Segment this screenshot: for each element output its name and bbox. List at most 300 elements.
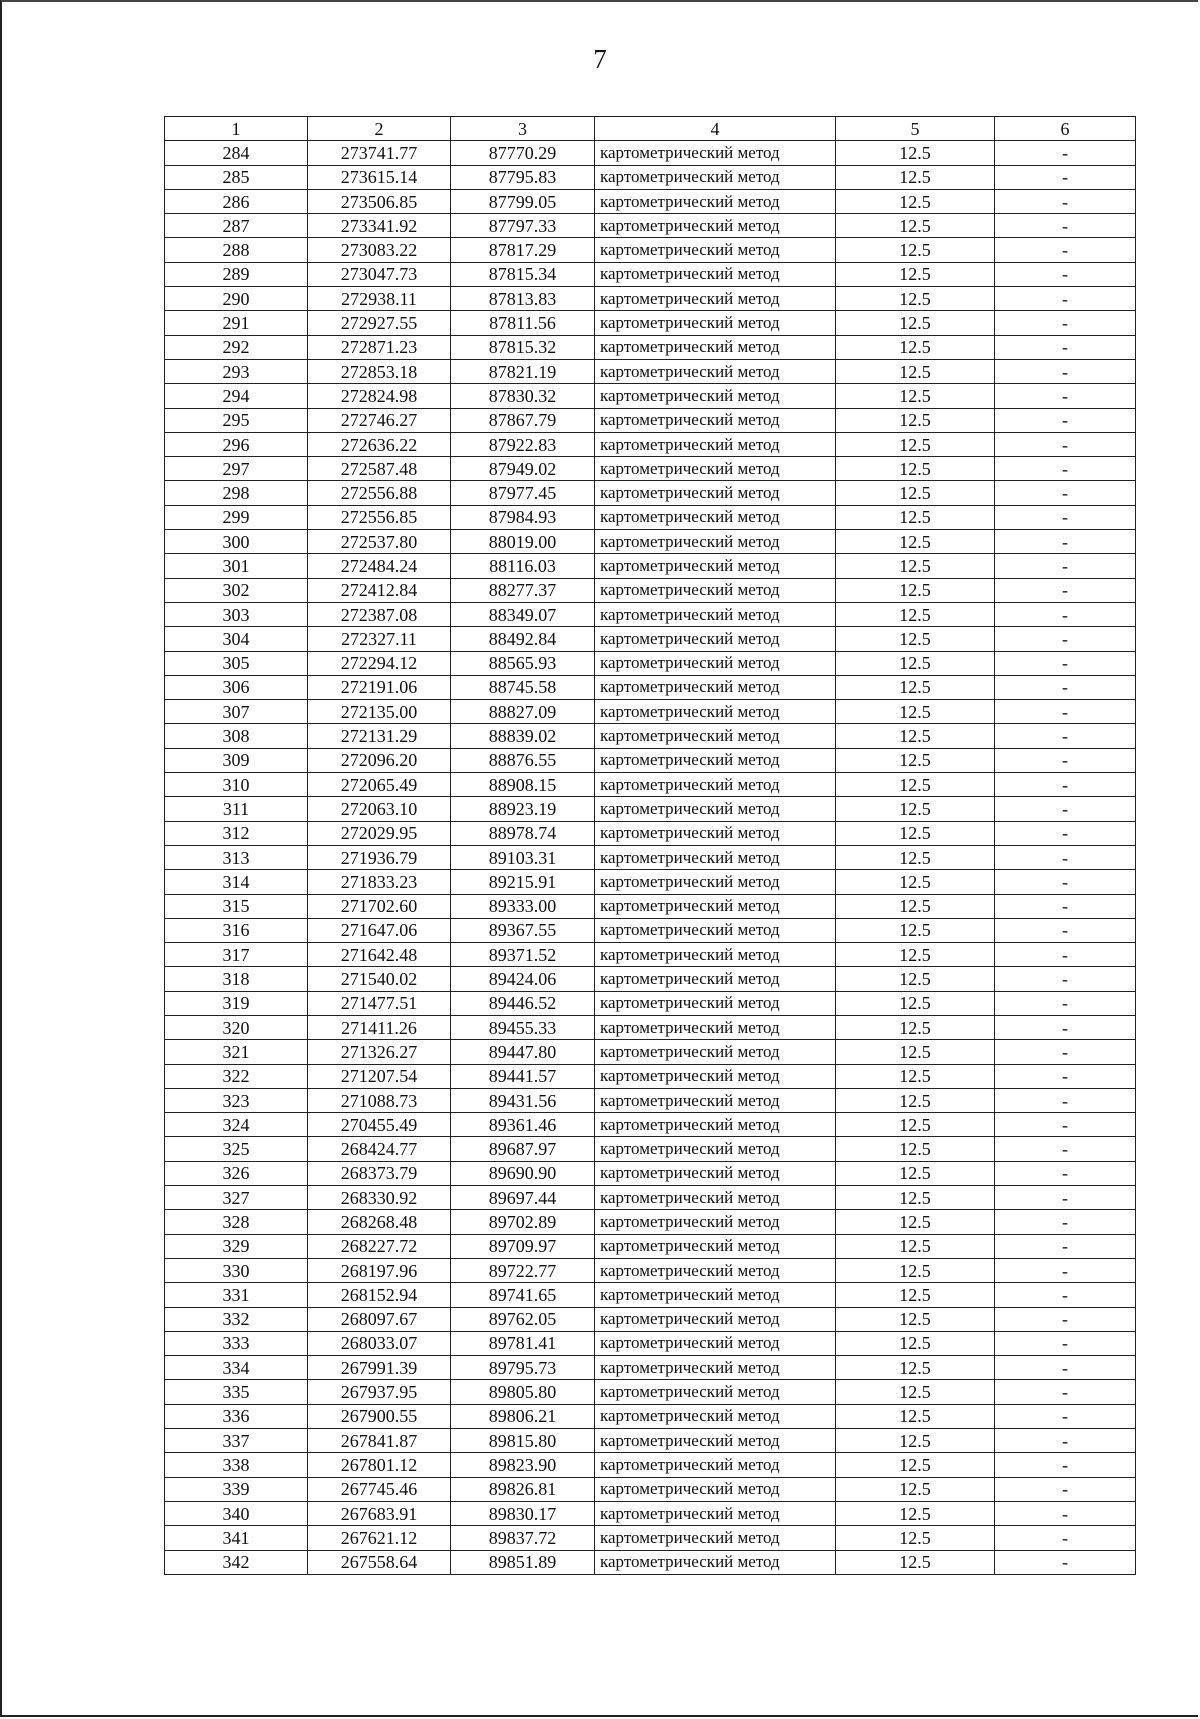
cell-point-number: 297 bbox=[165, 457, 308, 481]
table-row bbox=[165, 238, 1136, 262]
cell-coord-x: 272387.08 bbox=[308, 602, 451, 626]
table-row bbox=[165, 1307, 1136, 1331]
table-row bbox=[165, 1015, 1136, 1039]
cell-accuracy: 12.5 bbox=[836, 505, 995, 529]
cell-note: - bbox=[995, 457, 1136, 481]
cell-coord-x: 271207.54 bbox=[308, 1064, 451, 1088]
cell-note: - bbox=[995, 432, 1136, 456]
cell-method: картометрический метод bbox=[595, 894, 836, 918]
cell-note: - bbox=[995, 189, 1136, 213]
cell-note: - bbox=[995, 1453, 1136, 1477]
cell-note: - bbox=[995, 505, 1136, 529]
table-row bbox=[165, 141, 1136, 165]
coordinates-table bbox=[164, 116, 1136, 1575]
cell-coord-x: 268268.48 bbox=[308, 1210, 451, 1234]
table-row bbox=[165, 214, 1136, 238]
table-row bbox=[165, 189, 1136, 213]
cell-coord-y: 87984.93 bbox=[451, 505, 595, 529]
cell-method: картометрический метод bbox=[595, 1258, 836, 1282]
cell-coord-y: 87815.34 bbox=[451, 262, 595, 286]
table-row bbox=[165, 602, 1136, 626]
table-row bbox=[165, 1040, 1136, 1064]
cell-accuracy: 12.5 bbox=[836, 894, 995, 918]
cell-coord-y: 88492.84 bbox=[451, 627, 595, 651]
cell-accuracy: 12.5 bbox=[836, 287, 995, 311]
cell-point-number: 286 bbox=[165, 189, 308, 213]
cell-coord-y: 89722.77 bbox=[451, 1258, 595, 1282]
cell-coord-x: 272746.27 bbox=[308, 408, 451, 432]
cell-coord-x: 267683.91 bbox=[308, 1501, 451, 1525]
table-row bbox=[165, 287, 1136, 311]
cell-method: картометрический метод bbox=[595, 1161, 836, 1185]
table-row bbox=[165, 432, 1136, 456]
cell-point-number: 308 bbox=[165, 724, 308, 748]
cell-accuracy: 12.5 bbox=[836, 1258, 995, 1282]
cell-method: картометрический метод bbox=[595, 1453, 836, 1477]
cell-method: картометрический метод bbox=[595, 1429, 836, 1453]
cell-method: картометрический метод bbox=[595, 821, 836, 845]
cell-method: картометрический метод bbox=[595, 1331, 836, 1355]
cell-point-number: 285 bbox=[165, 165, 308, 189]
cell-point-number: 334 bbox=[165, 1356, 308, 1380]
cell-note: - bbox=[995, 1064, 1136, 1088]
cell-note: - bbox=[995, 991, 1136, 1015]
cell-coord-y: 89687.97 bbox=[451, 1137, 595, 1161]
header-col-6: 6 bbox=[995, 117, 1136, 141]
cell-coord-y: 88116.03 bbox=[451, 554, 595, 578]
cell-note: - bbox=[995, 1234, 1136, 1258]
cell-coord-x: 267937.95 bbox=[308, 1380, 451, 1404]
cell-method: картометрический метод bbox=[595, 1501, 836, 1525]
cell-accuracy: 12.5 bbox=[836, 1404, 995, 1428]
cell-point-number: 329 bbox=[165, 1234, 308, 1258]
table-row bbox=[165, 748, 1136, 772]
cell-method: картометрический метод bbox=[595, 311, 836, 335]
cell-coord-y: 88876.55 bbox=[451, 748, 595, 772]
cell-method: картометрический метод bbox=[595, 1137, 836, 1161]
table-row bbox=[165, 1210, 1136, 1234]
cell-coord-y: 89830.17 bbox=[451, 1501, 595, 1525]
cell-method: картометрический метод bbox=[595, 1210, 836, 1234]
cell-point-number: 339 bbox=[165, 1477, 308, 1501]
cell-accuracy: 12.5 bbox=[836, 797, 995, 821]
cell-coord-x: 271833.23 bbox=[308, 870, 451, 894]
table-row bbox=[165, 1429, 1136, 1453]
cell-coord-x: 268227.72 bbox=[308, 1234, 451, 1258]
cell-accuracy: 12.5 bbox=[836, 1040, 995, 1064]
cell-coord-x: 272938.11 bbox=[308, 287, 451, 311]
cell-accuracy: 12.5 bbox=[836, 1380, 995, 1404]
cell-coord-y: 88839.02 bbox=[451, 724, 595, 748]
cell-coord-x: 271326.27 bbox=[308, 1040, 451, 1064]
cell-point-number: 301 bbox=[165, 554, 308, 578]
cell-accuracy: 12.5 bbox=[836, 943, 995, 967]
cell-accuracy: 12.5 bbox=[836, 359, 995, 383]
cell-coord-x: 272131.29 bbox=[308, 724, 451, 748]
cell-coord-y: 88019.00 bbox=[451, 530, 595, 554]
cell-method: картометрический метод bbox=[595, 1526, 836, 1550]
cell-note: - bbox=[995, 797, 1136, 821]
cell-coord-x: 271477.51 bbox=[308, 991, 451, 1015]
cell-coord-x: 272096.20 bbox=[308, 748, 451, 772]
cell-coord-y: 87821.19 bbox=[451, 359, 595, 383]
cell-method: картометрический метод bbox=[595, 554, 836, 578]
cell-note: - bbox=[995, 1404, 1136, 1428]
cell-coord-x: 267558.64 bbox=[308, 1550, 451, 1574]
table-row bbox=[165, 675, 1136, 699]
cell-point-number: 309 bbox=[165, 748, 308, 772]
cell-accuracy: 12.5 bbox=[836, 724, 995, 748]
cell-coord-x: 272927.55 bbox=[308, 311, 451, 335]
cell-method: картометрический метод bbox=[595, 700, 836, 724]
cell-note: - bbox=[995, 141, 1136, 165]
cell-coord-x: 273047.73 bbox=[308, 262, 451, 286]
cell-point-number: 302 bbox=[165, 578, 308, 602]
table-row bbox=[165, 1550, 1136, 1574]
cell-coord-y: 89690.90 bbox=[451, 1161, 595, 1185]
cell-coord-y: 87799.05 bbox=[451, 189, 595, 213]
header-col-2: 2 bbox=[308, 117, 451, 141]
cell-note: - bbox=[995, 602, 1136, 626]
cell-accuracy: 12.5 bbox=[836, 335, 995, 359]
cell-coord-x: 267991.39 bbox=[308, 1356, 451, 1380]
cell-coord-y: 87797.33 bbox=[451, 214, 595, 238]
cell-method: картометрический метод bbox=[595, 1015, 836, 1039]
cell-method: картометрический метод bbox=[595, 991, 836, 1015]
cell-point-number: 332 bbox=[165, 1307, 308, 1331]
cell-point-number: 304 bbox=[165, 627, 308, 651]
cell-coord-x: 267841.87 bbox=[308, 1429, 451, 1453]
cell-method: картометрический метод bbox=[595, 967, 836, 991]
cell-coord-y: 88923.19 bbox=[451, 797, 595, 821]
cell-point-number: 331 bbox=[165, 1283, 308, 1307]
cell-accuracy: 12.5 bbox=[836, 141, 995, 165]
cell-coord-x: 272587.48 bbox=[308, 457, 451, 481]
cell-coord-y: 89709.97 bbox=[451, 1234, 595, 1258]
cell-point-number: 289 bbox=[165, 262, 308, 286]
cell-coord-x: 272537.80 bbox=[308, 530, 451, 554]
table-row bbox=[165, 700, 1136, 724]
cell-coord-y: 87770.29 bbox=[451, 141, 595, 165]
cell-method: картометрический метод bbox=[595, 408, 836, 432]
cell-method: картометрический метод bbox=[595, 432, 836, 456]
cell-note: - bbox=[995, 1283, 1136, 1307]
cell-coord-x: 272063.10 bbox=[308, 797, 451, 821]
cell-note: - bbox=[995, 1113, 1136, 1137]
cell-coord-x: 267745.46 bbox=[308, 1477, 451, 1501]
cell-coord-x: 271647.06 bbox=[308, 918, 451, 942]
cell-note: - bbox=[995, 1258, 1136, 1282]
cell-point-number: 290 bbox=[165, 287, 308, 311]
table-row bbox=[165, 1477, 1136, 1501]
cell-accuracy: 12.5 bbox=[836, 1234, 995, 1258]
cell-note: - bbox=[995, 748, 1136, 772]
cell-accuracy: 12.5 bbox=[836, 1113, 995, 1137]
cell-accuracy: 12.5 bbox=[836, 1186, 995, 1210]
cell-method: картометрический метод bbox=[595, 1064, 836, 1088]
table-row bbox=[165, 311, 1136, 335]
table-row bbox=[165, 943, 1136, 967]
cell-point-number: 310 bbox=[165, 773, 308, 797]
cell-note: - bbox=[995, 1015, 1136, 1039]
cell-coord-y: 88277.37 bbox=[451, 578, 595, 602]
cell-method: картометрический метод bbox=[595, 481, 836, 505]
cell-method: картометрический метод bbox=[595, 578, 836, 602]
cell-note: - bbox=[995, 1356, 1136, 1380]
cell-coord-y: 89823.90 bbox=[451, 1453, 595, 1477]
cell-method: картометрический метод bbox=[595, 870, 836, 894]
cell-point-number: 323 bbox=[165, 1088, 308, 1112]
cell-note: - bbox=[995, 918, 1136, 942]
cell-point-number: 318 bbox=[165, 967, 308, 991]
cell-method: картометрический метод bbox=[595, 287, 836, 311]
cell-coord-x: 272191.06 bbox=[308, 675, 451, 699]
cell-point-number: 333 bbox=[165, 1331, 308, 1355]
cell-accuracy: 12.5 bbox=[836, 1477, 995, 1501]
cell-method: картометрический метод bbox=[595, 335, 836, 359]
cell-note: - bbox=[995, 481, 1136, 505]
cell-accuracy: 12.5 bbox=[836, 554, 995, 578]
cell-point-number: 305 bbox=[165, 651, 308, 675]
cell-accuracy: 12.5 bbox=[836, 602, 995, 626]
table-row bbox=[165, 1137, 1136, 1161]
page-number: 7 bbox=[593, 44, 607, 74]
cell-method: картометрический метод bbox=[595, 262, 836, 286]
header-col-3: 3 bbox=[451, 117, 595, 141]
cell-accuracy: 12.5 bbox=[836, 1088, 995, 1112]
cell-note: - bbox=[995, 1550, 1136, 1574]
cell-method: картометрический метод bbox=[595, 505, 836, 529]
cell-accuracy: 12.5 bbox=[836, 1015, 995, 1039]
table-row bbox=[165, 408, 1136, 432]
cell-note: - bbox=[995, 967, 1136, 991]
cell-note: - bbox=[995, 1161, 1136, 1185]
cell-method: картометрический метод bbox=[595, 1477, 836, 1501]
table-row bbox=[165, 967, 1136, 991]
cell-note: - bbox=[995, 870, 1136, 894]
cell-method: картометрический метод bbox=[595, 773, 836, 797]
cell-coord-x: 273341.92 bbox=[308, 214, 451, 238]
cell-method: картометрический метод bbox=[595, 675, 836, 699]
cell-note: - bbox=[995, 821, 1136, 845]
cell-point-number: 312 bbox=[165, 821, 308, 845]
table-row bbox=[165, 481, 1136, 505]
cell-point-number: 315 bbox=[165, 894, 308, 918]
table-row bbox=[165, 1258, 1136, 1282]
cell-point-number: 288 bbox=[165, 238, 308, 262]
cell-coord-y: 88827.09 bbox=[451, 700, 595, 724]
cell-coord-y: 89806.21 bbox=[451, 1404, 595, 1428]
cell-point-number: 314 bbox=[165, 870, 308, 894]
cell-note: - bbox=[995, 335, 1136, 359]
cell-note: - bbox=[995, 724, 1136, 748]
cell-coord-y: 89815.80 bbox=[451, 1429, 595, 1453]
cell-note: - bbox=[995, 165, 1136, 189]
cell-point-number: 337 bbox=[165, 1429, 308, 1453]
cell-method: картометрический метод bbox=[595, 359, 836, 383]
cell-coord-y: 89333.00 bbox=[451, 894, 595, 918]
cell-coord-x: 268097.67 bbox=[308, 1307, 451, 1331]
cell-accuracy: 12.5 bbox=[836, 530, 995, 554]
cell-coord-x: 271540.02 bbox=[308, 967, 451, 991]
cell-note: - bbox=[995, 1501, 1136, 1525]
table-row bbox=[165, 165, 1136, 189]
table-row bbox=[165, 457, 1136, 481]
cell-method: картометрический метод bbox=[595, 457, 836, 481]
cell-coord-y: 89697.44 bbox=[451, 1186, 595, 1210]
cell-point-number: 322 bbox=[165, 1064, 308, 1088]
cell-coord-x: 272556.85 bbox=[308, 505, 451, 529]
cell-note: - bbox=[995, 773, 1136, 797]
cell-point-number: 296 bbox=[165, 432, 308, 456]
cell-point-number: 326 bbox=[165, 1161, 308, 1185]
header-col-4: 4 bbox=[595, 117, 836, 141]
cell-coord-x: 267801.12 bbox=[308, 1453, 451, 1477]
cell-method: картометрический метод bbox=[595, 214, 836, 238]
cell-coord-y: 87867.79 bbox=[451, 408, 595, 432]
cell-point-number: 311 bbox=[165, 797, 308, 821]
cell-point-number: 335 bbox=[165, 1380, 308, 1404]
table-row bbox=[165, 1283, 1136, 1307]
table-row bbox=[165, 797, 1136, 821]
cell-method: картометрический метод bbox=[595, 1283, 836, 1307]
cell-accuracy: 12.5 bbox=[836, 1453, 995, 1477]
cell-note: - bbox=[995, 627, 1136, 651]
cell-coord-y: 87977.45 bbox=[451, 481, 595, 505]
cell-coord-x: 272065.49 bbox=[308, 773, 451, 797]
cell-point-number: 306 bbox=[165, 675, 308, 699]
cell-accuracy: 12.5 bbox=[836, 165, 995, 189]
cell-method: картометрический метод bbox=[595, 1356, 836, 1380]
cell-accuracy: 12.5 bbox=[836, 627, 995, 651]
table-row bbox=[165, 1380, 1136, 1404]
cell-note: - bbox=[995, 894, 1136, 918]
cell-coord-x: 272871.23 bbox=[308, 335, 451, 359]
cell-coord-x: 270455.49 bbox=[308, 1113, 451, 1137]
cell-coord-y: 89837.72 bbox=[451, 1526, 595, 1550]
cell-coord-x: 272029.95 bbox=[308, 821, 451, 845]
cell-note: - bbox=[995, 408, 1136, 432]
cell-coord-y: 89361.46 bbox=[451, 1113, 595, 1137]
cell-point-number: 292 bbox=[165, 335, 308, 359]
cell-coord-x: 271642.48 bbox=[308, 943, 451, 967]
cell-coord-x: 271411.26 bbox=[308, 1015, 451, 1039]
cell-coord-y: 89702.89 bbox=[451, 1210, 595, 1234]
cell-note: - bbox=[995, 530, 1136, 554]
cell-accuracy: 12.5 bbox=[836, 1429, 995, 1453]
cell-method: картометрический метод bbox=[595, 384, 836, 408]
cell-method: картометрический метод bbox=[595, 627, 836, 651]
cell-coord-x: 272135.00 bbox=[308, 700, 451, 724]
cell-coord-x: 271088.73 bbox=[308, 1088, 451, 1112]
cell-coord-x: 273506.85 bbox=[308, 189, 451, 213]
cell-coord-y: 89851.89 bbox=[451, 1550, 595, 1574]
table-row bbox=[165, 845, 1136, 869]
cell-coord-x: 271936.79 bbox=[308, 845, 451, 869]
cell-coord-y: 89741.65 bbox=[451, 1283, 595, 1307]
cell-method: картометрический метод bbox=[595, 943, 836, 967]
table-row bbox=[165, 870, 1136, 894]
table-body bbox=[165, 141, 1136, 1575]
table-row bbox=[165, 1453, 1136, 1477]
cell-method: картометрический метод bbox=[595, 1040, 836, 1064]
cell-coord-x: 273083.22 bbox=[308, 238, 451, 262]
cell-accuracy: 12.5 bbox=[836, 1356, 995, 1380]
cell-point-number: 342 bbox=[165, 1550, 308, 1574]
cell-method: картометрический метод bbox=[595, 918, 836, 942]
cell-accuracy: 12.5 bbox=[836, 651, 995, 675]
cell-note: - bbox=[995, 1186, 1136, 1210]
cell-note: - bbox=[995, 1526, 1136, 1550]
cell-point-number: 313 bbox=[165, 845, 308, 869]
table-row bbox=[165, 530, 1136, 554]
cell-coord-x: 272412.84 bbox=[308, 578, 451, 602]
header-row bbox=[165, 117, 1136, 141]
cell-accuracy: 12.5 bbox=[836, 991, 995, 1015]
cell-point-number: 324 bbox=[165, 1113, 308, 1137]
cell-note: - bbox=[995, 1088, 1136, 1112]
cell-method: картометрический метод bbox=[595, 238, 836, 262]
cell-accuracy: 12.5 bbox=[836, 967, 995, 991]
table-row bbox=[165, 578, 1136, 602]
table-row bbox=[165, 1356, 1136, 1380]
table-row bbox=[165, 1161, 1136, 1185]
cell-note: - bbox=[995, 359, 1136, 383]
cell-coord-x: 271702.60 bbox=[308, 894, 451, 918]
cell-point-number: 338 bbox=[165, 1453, 308, 1477]
cell-coord-y: 87813.83 bbox=[451, 287, 595, 311]
cell-coord-x: 268424.77 bbox=[308, 1137, 451, 1161]
table-row bbox=[165, 821, 1136, 845]
table-row bbox=[165, 1404, 1136, 1428]
cell-coord-x: 268033.07 bbox=[308, 1331, 451, 1355]
cell-accuracy: 12.5 bbox=[836, 311, 995, 335]
cell-coord-y: 89441.57 bbox=[451, 1064, 595, 1088]
cell-accuracy: 12.5 bbox=[836, 384, 995, 408]
cell-accuracy: 12.5 bbox=[836, 1161, 995, 1185]
cell-note: - bbox=[995, 675, 1136, 699]
cell-point-number: 294 bbox=[165, 384, 308, 408]
cell-accuracy: 12.5 bbox=[836, 918, 995, 942]
cell-method: картометрический метод bbox=[595, 1307, 836, 1331]
cell-method: картометрический метод bbox=[595, 141, 836, 165]
cell-point-number: 325 bbox=[165, 1137, 308, 1161]
cell-note: - bbox=[995, 700, 1136, 724]
cell-note: - bbox=[995, 384, 1136, 408]
cell-coord-y: 88565.93 bbox=[451, 651, 595, 675]
cell-note: - bbox=[995, 1210, 1136, 1234]
cell-coord-x: 267621.12 bbox=[308, 1526, 451, 1550]
cell-method: картометрический метод bbox=[595, 1088, 836, 1112]
table-row bbox=[165, 1234, 1136, 1258]
cell-point-number: 284 bbox=[165, 141, 308, 165]
cell-coord-y: 89805.80 bbox=[451, 1380, 595, 1404]
cell-coord-y: 89371.52 bbox=[451, 943, 595, 967]
table-row bbox=[165, 627, 1136, 651]
cell-accuracy: 12.5 bbox=[836, 481, 995, 505]
cell-accuracy: 12.5 bbox=[836, 845, 995, 869]
cell-coord-y: 87815.32 bbox=[451, 335, 595, 359]
cell-coord-y: 89447.80 bbox=[451, 1040, 595, 1064]
cell-coord-x: 272294.12 bbox=[308, 651, 451, 675]
cell-accuracy: 12.5 bbox=[836, 748, 995, 772]
cell-method: картометрический метод bbox=[595, 602, 836, 626]
table-row bbox=[165, 1186, 1136, 1210]
cell-coord-x: 268152.94 bbox=[308, 1283, 451, 1307]
cell-coord-y: 89826.81 bbox=[451, 1477, 595, 1501]
cell-point-number: 307 bbox=[165, 700, 308, 724]
cell-coord-y: 88978.74 bbox=[451, 821, 595, 845]
